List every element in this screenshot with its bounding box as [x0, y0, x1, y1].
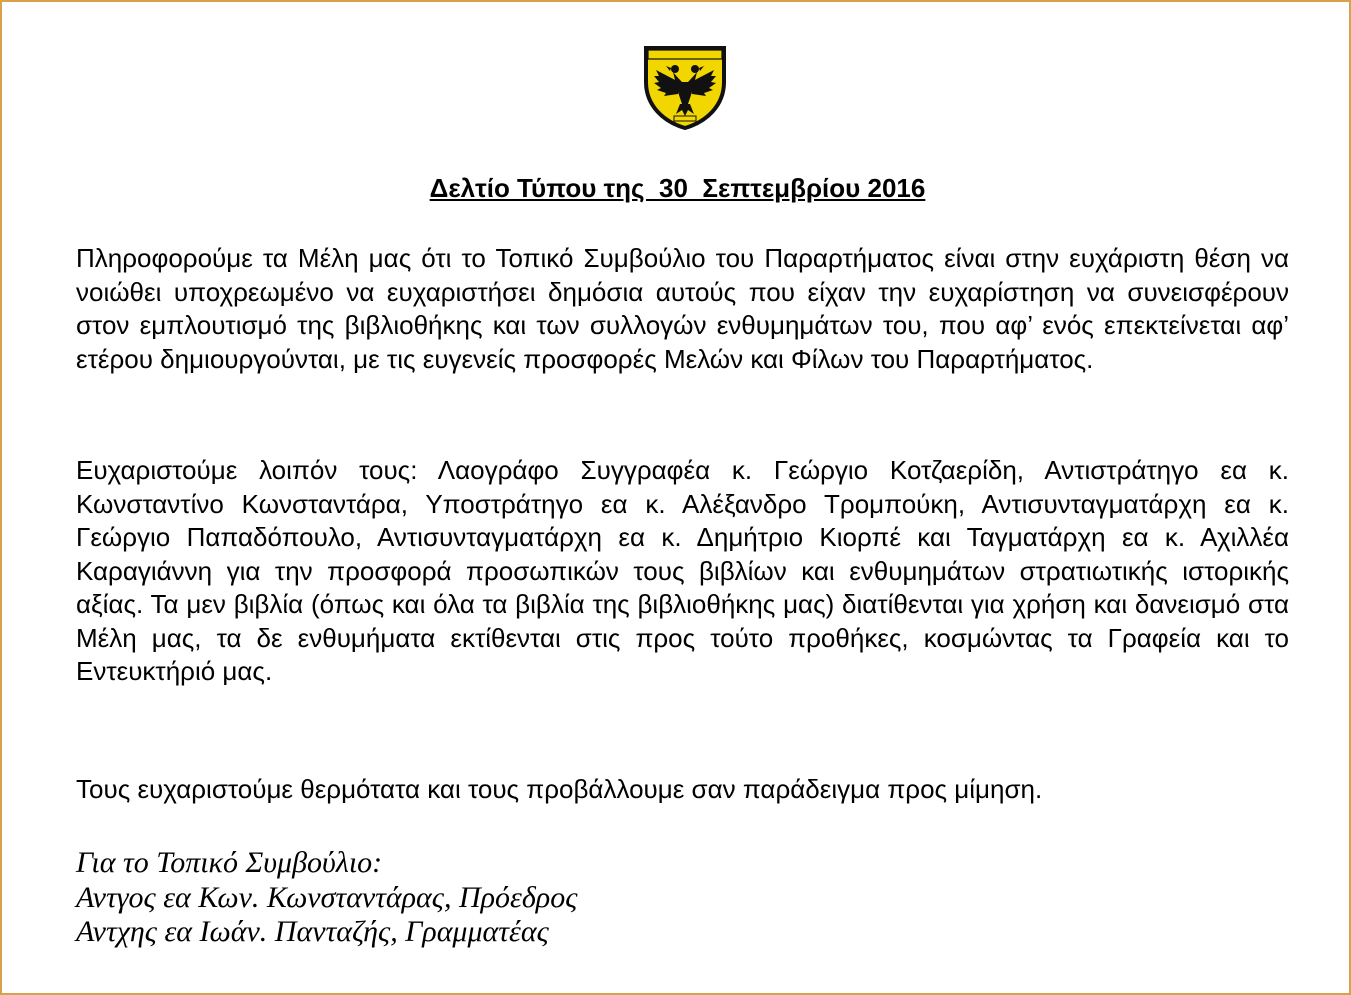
eagle-shield-icon	[642, 42, 728, 130]
paragraph-intro: Πληροφορούμε τα Μέλη μας ότι το Τοπικό Συμβούλιο του Παραρτήματος είναι στην ευχάριστη θέση να νοιώθει υποχρεωμένο να ευχαριστήσει δημόσια αυτούς που είχαν την ευχαρίστηση να συνεισφέρουν στον εμπλουτισμό της βιβλιοθήκης και των συλλογών ενθυμημάτων του, που αφ’ ενός επεκτείνεται αφ’ ετέρου δημιουργούνται, με τις ευγενείς προσφορές Μελών και Φίλων του Παραρτήματος.	[76, 243, 1289, 374]
signature-line-president: Αντγος εα Κων. Κωνσταντάρας, Πρόεδρος	[76, 880, 578, 914]
paragraph-thanks: Ευχαριστούμε λοιπόν τους: Λαογράφο Συγγραφέα κ. Γεώργιο Κοτζαερίδη, Αντιστράτηγο εα κ. Κωνσταντίνο Κωνσταντάρα, Υποστράτηγο εα κ. Αλέξανδρο Τρομπούκη, Αντισυνταγματάρχη εα κ. Γεώργιο Παπαδόπουλο, Αντισυνταγματάρχη εα κ. Δημήτριο Κιορπέ και Ταγματάρχη εα κ. Αχιλλέα Καραγιάννη για την προσφορά προσωπικών τους βιβλίων και ενθυμημάτων στρατιωτικής ιστορικής αξίας. Τα μεν βιβλία (όπως και όλα τα βιβλία της βιβλιοθήκης μας) διατίθενται για χρήση και δανεισμό στα Μέλη μας, τα δε ενθυμήματα εκτίθενται στις προς τούτο προθήκες, κοσμώντας τα Γραφεία και το Εντευκτήριό μας.	[76, 455, 1289, 686]
signature-line-secretary: Αντχης εα Ιωάν. Πανταζής, Γραμματέας	[76, 915, 549, 948]
signature-line-council: Για το Τοπικό Συμβούλιο:	[76, 846, 383, 879]
paragraph-closing: Τους ευχαριστούμε θερμότατα και τους προβάλλουμε σαν παράδειγμα προς μίμηση.	[76, 774, 1043, 804]
document-title: Δελτίο Τύπου της 30 Σεπτεμβρίου 2016	[429, 173, 926, 203]
signature-block	[76, 846, 577, 950]
